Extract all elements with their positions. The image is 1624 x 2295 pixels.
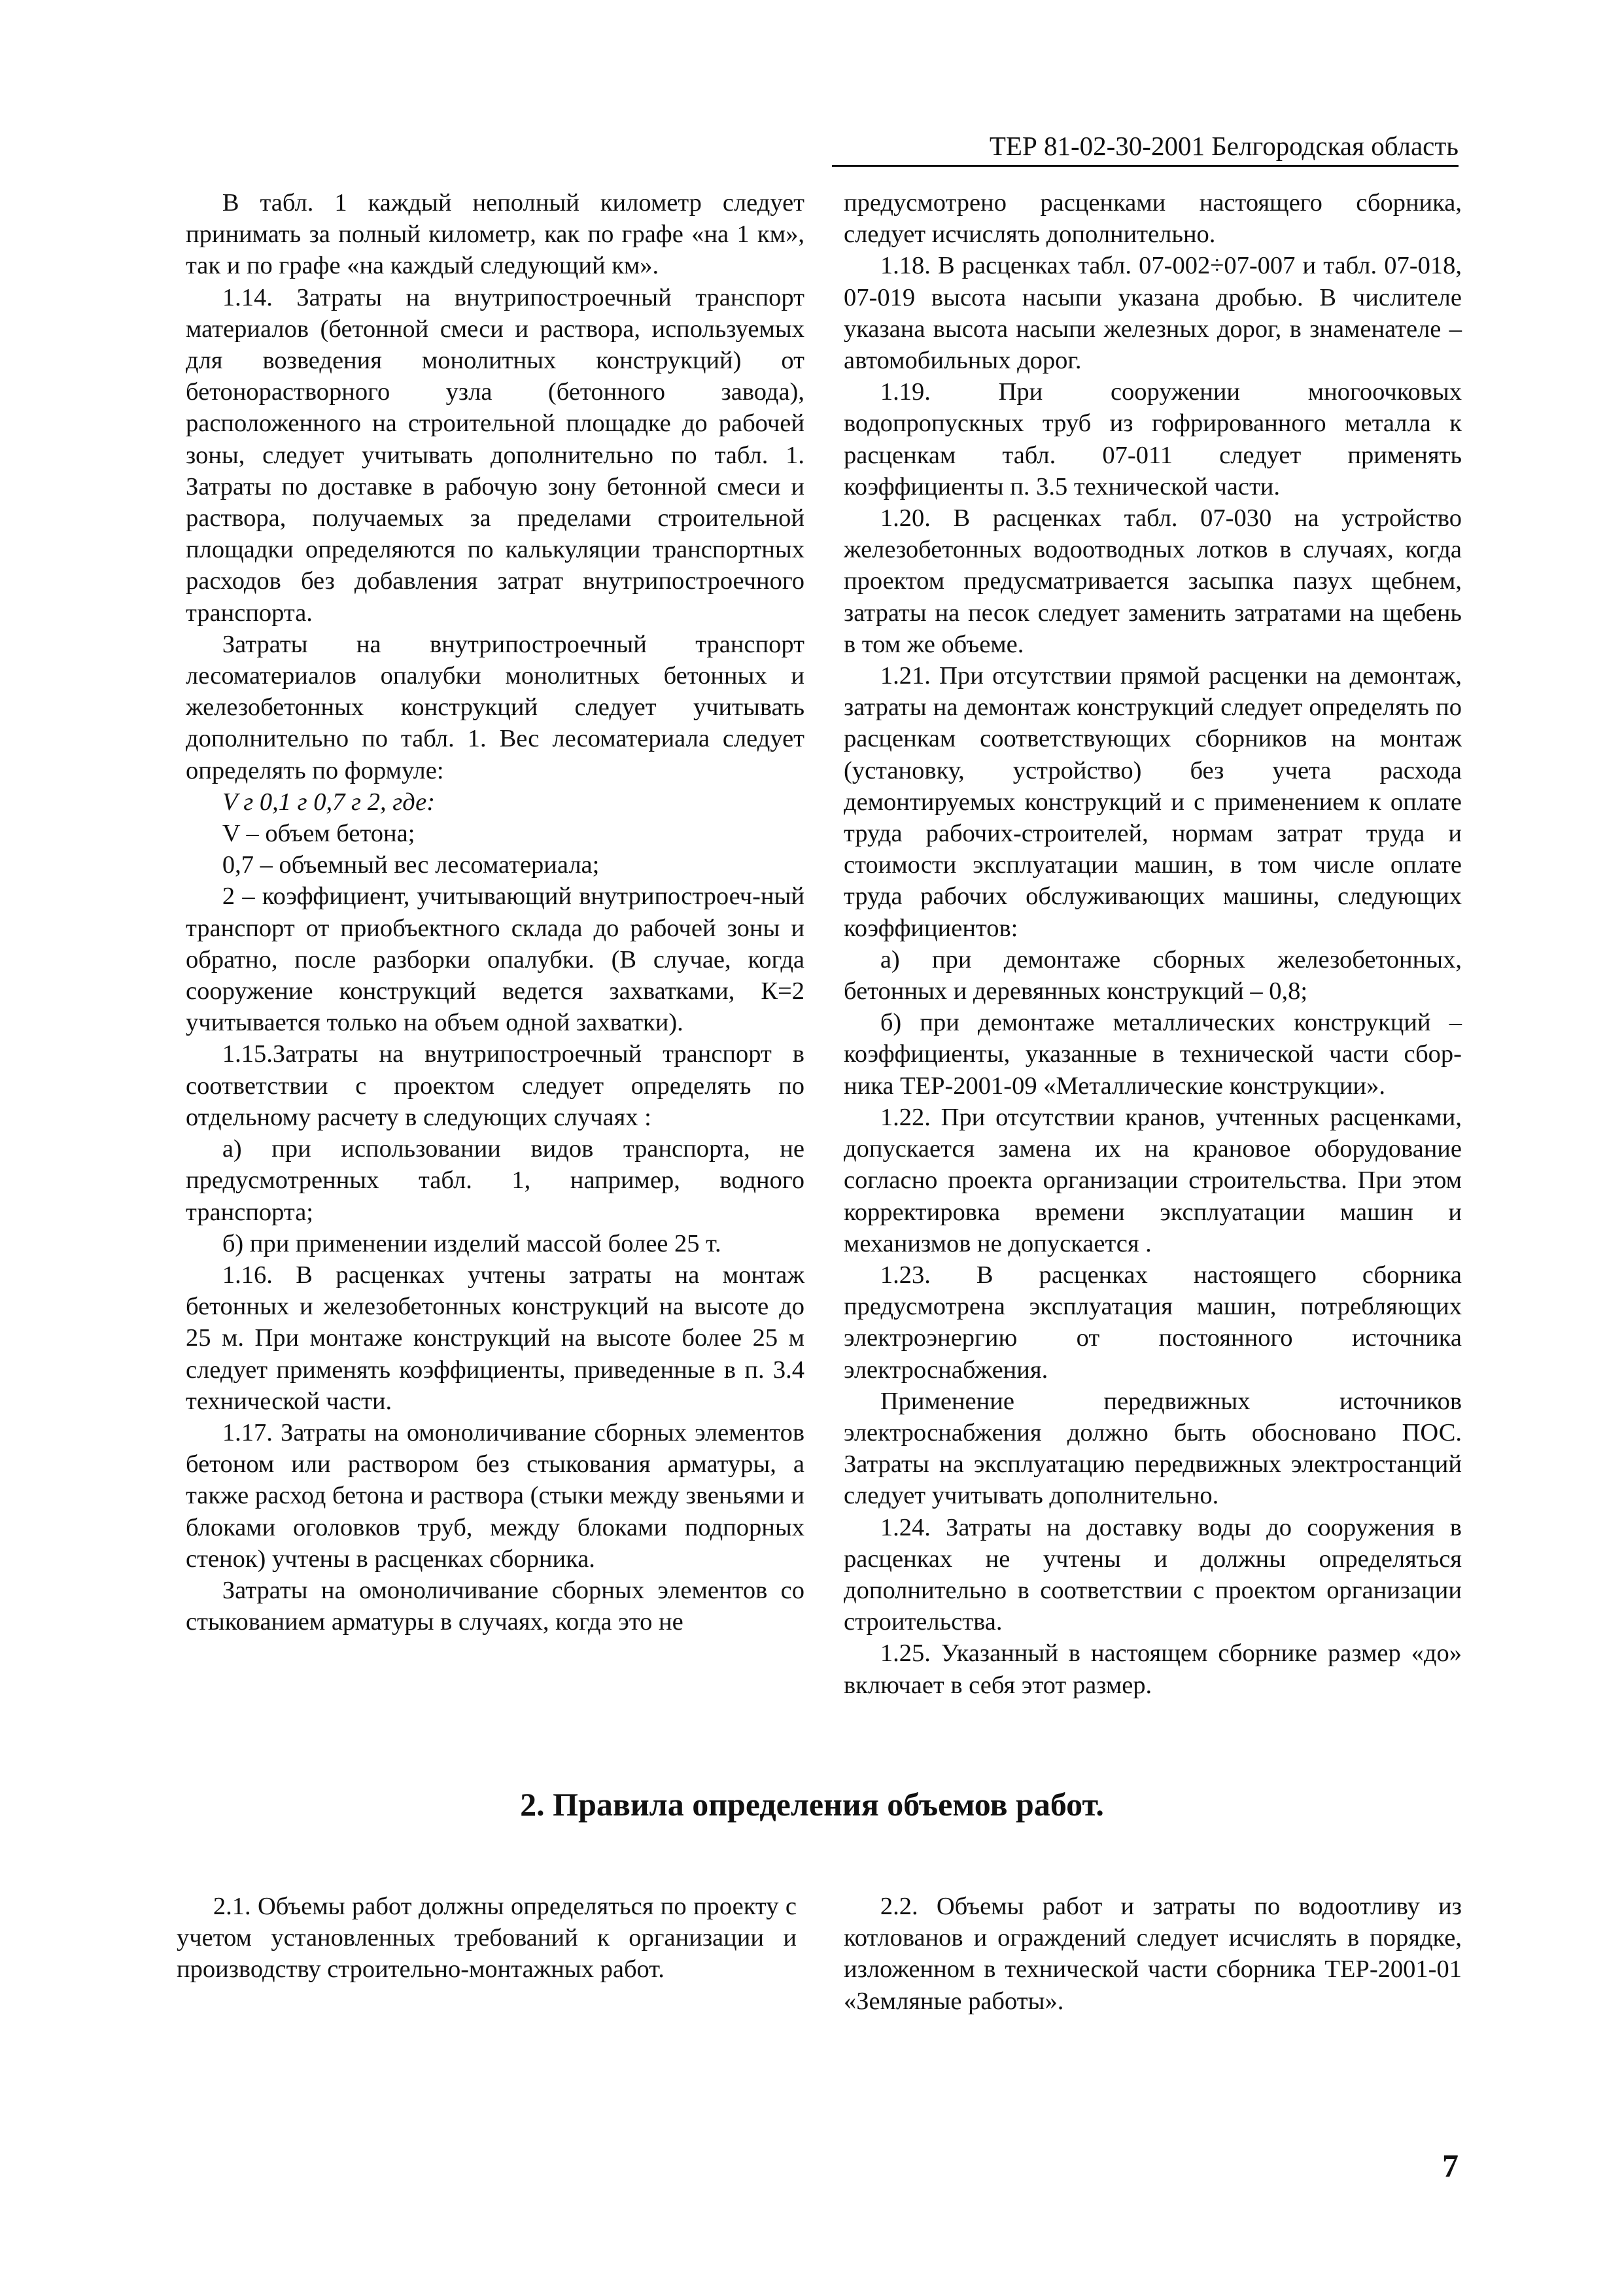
running-header: ТЕР 81-02-30-2001 Белгородская область: [989, 131, 1459, 161]
paragraph-1-22: 1.22. При отсутствии кранов, учтенных расценками, допускается замена их на крановое оборудование согласно проекта организации строительства. При этом корректировка времени эксплуатации машин и механизмов не допускается .: [844, 1103, 1462, 1257]
paragraph-1-20: 1.20. В расценках табл. 07-030 на устройство железобетонных водоотводных лотков в случаях, когда проектом предусматривается засыпка пазух щебнем, затраты на песок следует заменить затратами на щебень в том же объеме.: [844, 504, 1462, 658]
paragraph-1-17: 1.17. Затраты на омоноличивание сборных элементов бетоном или раствором без стыкования арматуры, а также расход бетона и раствора (стыки между звеньями и блоками оголовков труб, между блоками подпорных стенок) учтены в расценках сборника.: [186, 1418, 804, 1573]
header-rule: [832, 165, 1459, 167]
left-column: [186, 187, 804, 1638]
section-2-left-column: [177, 1891, 797, 1986]
paragraph-1-15-b: б) при применении изделий массой более 25 т.: [222, 1229, 721, 1257]
paragraph-1-24: 1.24. Затраты на доставку воды до сооружения в расценках не учтены и должны определяться дополнительно в соответствии с проектом организации строительства.: [844, 1513, 1462, 1636]
formula-legend-v: V – объем бетона;: [222, 820, 415, 848]
paragraph-mobile-power: Применение передвижных источников электроснабжения должно быть обосновано ПОС. Затраты на эксплуатацию передвижных электростанций следует учитывать дополнительно.: [844, 1387, 1462, 1510]
paragraph-2-1: 2.1. Объемы работ должны определяться по проекту с учетом установленных требований к организации и производству строительно-монтажных работ.: [177, 1893, 797, 1984]
paragraph-1-18: 1.18. В расценках табл. 07-002÷07-007 и табл. 07-018, 07-019 высота насыпи указана дробью. В числителе указана высота насыпи железных дорог, в знаменателе – автомобильных дорог.: [844, 252, 1462, 375]
paragraph-grouting: Затраты на омоноличивание сборных элементов со стыкованием арматуры в случаях, когда это не: [186, 1576, 804, 1636]
paragraph-1-13-cont: В табл. 1 каждый неполный километр следует принимать за полный километр, как по графе «на 1 км», так и по графе «на каждый следующий км».: [186, 189, 804, 280]
right-column: [844, 187, 1462, 1701]
paragraph-1-14: 1.14. Затраты на внутрипостроечный транспорт материалов (бетонной смеси и раствора, используемых для возведения монолитных конструкций) от бетонорастворного узла (бетонного завода), расположенного на строительной площадке до рабочей зоны, следует учитывать дополнительно по табл. 1. Затраты по доставке в рабочую зону бетонной смеси и раствора, получаемых за пределами строительной площадки определяются по калькуляции транспортных расходов без добавления затрат внутрипостроечного транспорта.: [186, 283, 804, 627]
paragraph-1-16: 1.16. В расценках учтены затраты на монтаж бетонных и железобетонных конструкций на высоте до 25 м. При монтаже конструкций на высоте более 25 м следует применять коэффициенты, приведенные в п. 3.4 технической части.: [186, 1261, 804, 1415]
page-number: 7: [1442, 2147, 1459, 2184]
paragraph-1-21: 1.21. При отсутствии прямой расценки на демонтаж, затраты на демонтаж конструкций следует определять по расценкам соответствующих сборников на монтаж (установку, устройство) без учета расхода демонтируемых конструкций и с применением к оплате труда рабочих-строителей, нормам затрат труда и стоимости эксплуатации машин, в том числе оплате труда рабочих обслуживающих машины, следующих коэффициентов:: [844, 662, 1462, 942]
paragraph-1-23: 1.23. В расценках настоящего сборника предусмотрена эксплуатация машин, потребляющих электроэнергию от постоянного источника электроснабжения.: [844, 1261, 1462, 1384]
paragraph-1-21-b: б) при демонтаже металлических конструкций – коэффициенты, указанные в технической части сбор-ника ТЕР-2001-09 «Металлические конструкции».: [844, 1009, 1462, 1100]
weight-formula: V г 0,1 г 0,7 г 2, где:: [222, 788, 436, 816]
paragraph-2-2: 2.2. Объемы работ и затраты по водоотливу из котлованов и ограждений следует исчислять в порядке, изложенном в технической части сборника ТЕР-2001-01 «Земляные работы».: [844, 1893, 1462, 2015]
paragraph-formwork-transport: Затраты на внутрипостроечный транспорт лесоматериалов опалубки монолитных бетонных и железобетонных конструкций следует учитывать дополнительно по табл. 1. Вес лесоматериала следует определять по формуле:: [186, 630, 804, 784]
paragraph-1-15: 1.15.Затраты на внутрипостроечный транспорт в соответствии с проектом следует определять по отдельному расчету в следующих случаях :: [186, 1040, 804, 1131]
paragraph-1-21-a: а) при демонтаже сборных железобетонных, бетонных и деревянных конструкций – 0,8;: [844, 945, 1462, 1006]
formula-legend-density: 0,7 – объемный вес лесоматериала;: [222, 851, 600, 879]
section-2-right-column: [844, 1891, 1462, 2017]
paragraph-1-15-a: а) при использовании видов транспорта, не предусмотренных табл. 1, например, водного транспорта;: [186, 1135, 804, 1226]
paragraph-grouting-cont: предусмотрено расценками настоящего сборника, следует исчислять дополнительно.: [844, 189, 1462, 249]
section-2-title: 2. Правила определения объемов работ.: [520, 1786, 1104, 1823]
paragraph-1-25: 1.25. Указанный в настоящем сборнике размер «до» включает в себя этот размер.: [844, 1639, 1462, 1699]
formula-legend-coefficient: 2 – коэффициент, учитывающий внутрипостроеч-ный транспорт от приобъектного склада до рабочей зоны и обратно, после разборки опалубки. (В случае, когда сооружение конструкций ведется захватками, К=2 учитывается только на объем одной захватки).: [186, 883, 804, 1037]
paragraph-1-19: 1.19. При сооружении многоочковых водопропускных труб из гофрированного металла к расценкам табл. 07-011 следует применять коэффициенты п. 3.5 технической части.: [844, 378, 1462, 500]
